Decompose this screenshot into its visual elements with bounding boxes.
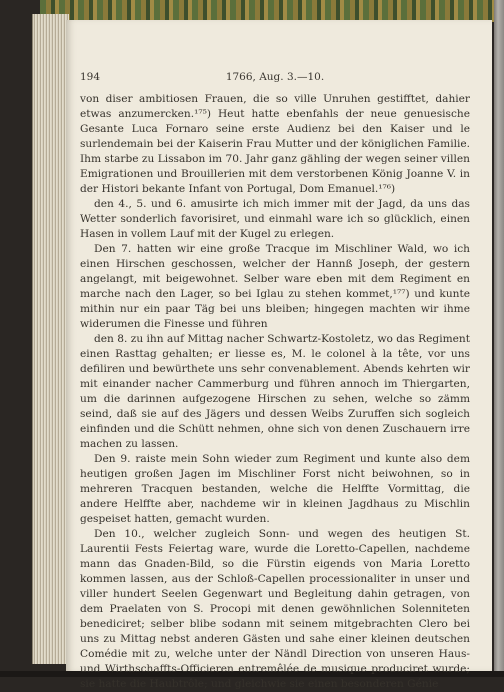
paragraph: den 8. zu ihn auf Mittag nacher Schwartz-Kostoletz, wo das Regiment einen Rasttag gehalten; er liesse es, M. le colonel à la tête, vor uns defiliren und bewürthete uns sehr convenablement. Abends kehrten wir mit einander nacher Cammerburg und führen annoch im Thiergarten, um die darinnen aufgezogene Hirschen zu sehen, welche so zämm seind, daß sie auf des Jägers und dessen Weibs Zuruffen sich sogleich einfinden und die Schütt nehmen, ohne sich von denen Zuschauern irre machen zu lassen. (80, 333, 470, 450)
paragraph: Den 9. raiste mein Sohn wieder zum Regiment und kunte also dem heutigen großen Jagen im Mischliner Forst nicht beiwohnen, so in mehreren Tracquen bestanden, welche die Helffte Vormittag, die andere Helffte aber, nachdeme wir in kleinen Jagdhaus zu Mischlin gespeiset hatten, gemacht wurden. (80, 453, 470, 525)
body-text (80, 92, 470, 692)
binding-edge-right (494, 0, 504, 677)
binding-cloth-top (40, 0, 504, 22)
running-head (80, 71, 470, 87)
page-number: 194 (80, 71, 101, 83)
paragraph: den 4., 5. und 6. amusirte ich mich immer mit der Jagd, da uns das Wetter sonderlich favorisiret, und einmahl ware ich so glücklich, einen Hasen in vollem Lauf mit der Kugel zu erlegen. (80, 198, 470, 240)
paragraph: Den 7. hatten wir eine große Tracque im Mischliner Wald, wo ich einen Hirschen geschossen, welcher der Hannß Joseph, der gestern angelangt, mit beigewohnet. Selber ware eben mit dem Regiment en marche nach den Lager, so bei Iglau zu stehen kommet,¹⁷⁷) und kunte mithin nur ein paar Täg bei uns bleiben; hingegen machten wir ihme widerumen die Finesse und führen (80, 243, 470, 330)
paragraph: Den 10., welcher zugleich Sonn- und wegen des heutigen St. Laurentii Fests Feiertag ware, wurde die Loretto-Capellen, nachdeme mann das Gnaden-Bild, so die Fürstin eigends von Maria Loretto kommen lassen, aus der Schloß-Capellen processionaliter in unser und viller hundert Seelen Gegenwart und Begleitung dahin getragen, von dem Praelaten von S. Procopi mit denen gewöhnlichen Solenniteten benediciret; selber blibe sodann mit seinem mitgebrachten Clero bei uns zu Mittag nebst anderen Gästen und sahe einer kleinen deutschen Comédie mit zu, welche unter der Nändl Direction von unseren Haus- und Wirthschaffts-Officieren entremêlée de musique produciret wurde; sie hatte die Haubtrôle; und gleichwie sie einen besonderen Génie (80, 528, 470, 690)
stacked-page-edges (32, 14, 69, 664)
paragraph: von diser ambitiosen Frauen, die so ville Unruhen gestifftet, dahier etwas anzumercken.¹⁷⁵) Heut hatte ebenfahls der neue genuesische Gesante Luca Fornaro seine erste Audienz bei den Kaiser und le surlendemain bei der Kaiserin Frau Mutter und der königlichen Familie. Ihm starbe zu Lissabon im 70. Jahr ganz gähling der wegen seiner villen Emigrationen und Brouillerien mit dem verstorbenen König Joanne V. in der Histori bekante Infant von Portugal, Dom Emanuel.¹⁷⁶) (80, 93, 470, 195)
header-date: 1766, Aug. 3.—10. (225, 71, 325, 83)
